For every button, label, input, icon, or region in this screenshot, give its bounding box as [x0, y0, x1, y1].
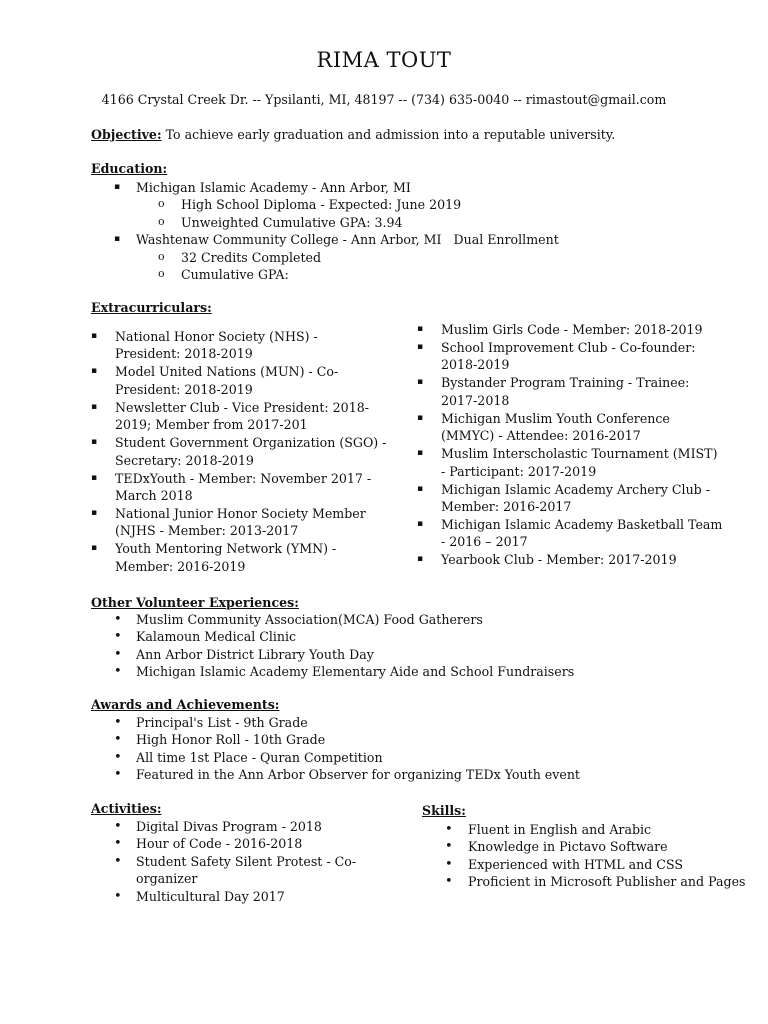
extracurricular-item: ▪ Muslim Girls Code - Member: 2018-2019	[417, 321, 723, 338]
activities-heading: Activities:	[91, 801, 162, 816]
education-school: ▪ Washtenaw Community College - Ann Arbor, MI Dual Enrollment	[91, 231, 711, 248]
extracurricular-item: ▪ Michigan Islamic Academy Basketball Team - 2016 – 2017	[417, 516, 723, 551]
award-item: • Principal's List - 9th Grade	[91, 714, 711, 731]
volunteer-heading: Other Volunteer Experiences:	[91, 595, 299, 610]
extracurriculars-heading: Extracurriculars:	[91, 300, 212, 315]
award-item: • All time 1st Place - Quran Competition	[91, 749, 711, 766]
skills-heading: Skills:	[422, 803, 466, 818]
volunteer-section	[91, 611, 711, 681]
education-section	[91, 179, 711, 283]
extracurriculars-left-column	[91, 328, 387, 576]
activity-item: • Digital Divas Program - 2018	[91, 818, 411, 835]
volunteer-item: • Muslim Community Association(MCA) Food Gatherers	[91, 611, 711, 628]
extracurricular-item: ▪ Michigan Islamic Academy Archery Club - Member: 2016-2017	[417, 481, 723, 516]
volunteer-item: • Ann Arbor District Library Youth Day	[91, 646, 711, 663]
objective-text: To achieve early graduation and admission into a reputable university.	[161, 127, 616, 142]
education-detail: o High School Diploma - Expected: June 2019	[91, 196, 711, 213]
extracurricular-item: ▪ Newsletter Club - Vice President: 2018-2019; Member from 2017-201	[91, 399, 387, 434]
extracurricular-item: ▪ Yearbook Club - Member: 2017-2019	[417, 551, 723, 568]
activity-item: • Student Safety Silent Protest - Co-organizer	[91, 853, 411, 888]
skill-item: • Knowledge in Pictavo Software	[422, 838, 752, 855]
extracurricular-item: ▪ Youth Mentoring Network (YMN) - Member: 2016-2019	[91, 540, 387, 575]
extracurricular-item: ▪ Model United Nations (MUN) - Co-President: 2018-2019	[91, 363, 387, 398]
activity-item: • Hour of Code - 2016-2018	[91, 835, 411, 852]
extracurricular-item: ▪ National Junior Honor Society Member (NJHS - Member: 2013-2017	[91, 505, 387, 540]
skill-item: • Proficient in Microsoft Publisher and Pages	[422, 873, 752, 890]
activities-section	[91, 818, 411, 905]
extracurricular-item: ▪ TEDxYouth - Member: November 2017 - March 2018	[91, 470, 387, 505]
education-detail: o 32 Credits Completed	[91, 249, 711, 266]
contact-line: 4166 Crystal Creek Dr. -- Ypsilanti, MI, 48197 -- (734) 635-0040 -- rimastout@gmail.com	[101, 92, 667, 107]
skill-item: • Fluent in English and Arabic	[422, 821, 752, 838]
activity-item: • Multicultural Day 2017	[91, 888, 411, 905]
skills-section	[422, 821, 752, 891]
extracurricular-item: ▪ Muslim Interscholastic Tournament (MIST) - Participant: 2017-2019	[417, 445, 723, 480]
extracurricular-item: ▪ National Honor Society (NHS) - President: 2018-2019	[91, 328, 387, 363]
skill-item: • Experienced with HTML and CSS	[422, 856, 752, 873]
award-item: • Featured in the Ann Arbor Observer for organizing TEDx Youth event	[91, 766, 711, 783]
extracurricular-item: ▪ Michigan Muslim Youth Conference (MMYC) - Attendee: 2016-2017	[417, 410, 723, 445]
extracurricular-item: ▪ School Improvement Club - Co-founder: 2018-2019	[417, 339, 723, 374]
education-detail: o Unweighted Cumulative GPA: 3.94	[91, 214, 711, 231]
objective-line	[91, 127, 615, 142]
education-heading: Education:	[91, 161, 168, 176]
objective-label: Objective:	[91, 127, 162, 142]
extracurricular-item: ▪ Student Government Organization (SGO) - Secretary: 2018-2019	[91, 434, 387, 469]
volunteer-item: • Michigan Islamic Academy Elementary Aide and School Fundraisers	[91, 663, 711, 680]
awards-heading: Awards and Achievements:	[91, 697, 280, 712]
education-school: ▪ Michigan Islamic Academy - Ann Arbor, MI	[91, 179, 711, 196]
awards-section	[91, 714, 711, 784]
resume-name: RIMA TOUT	[316, 48, 452, 72]
education-detail: o Cumulative GPA:	[91, 266, 711, 283]
extracurricular-item: ▪ Bystander Program Training - Trainee: 2017-2018	[417, 374, 723, 409]
volunteer-item: • Kalamoun Medical Clinic	[91, 628, 711, 645]
award-item: • High Honor Roll - 10th Grade	[91, 731, 711, 748]
extracurriculars-right-column	[417, 321, 723, 569]
